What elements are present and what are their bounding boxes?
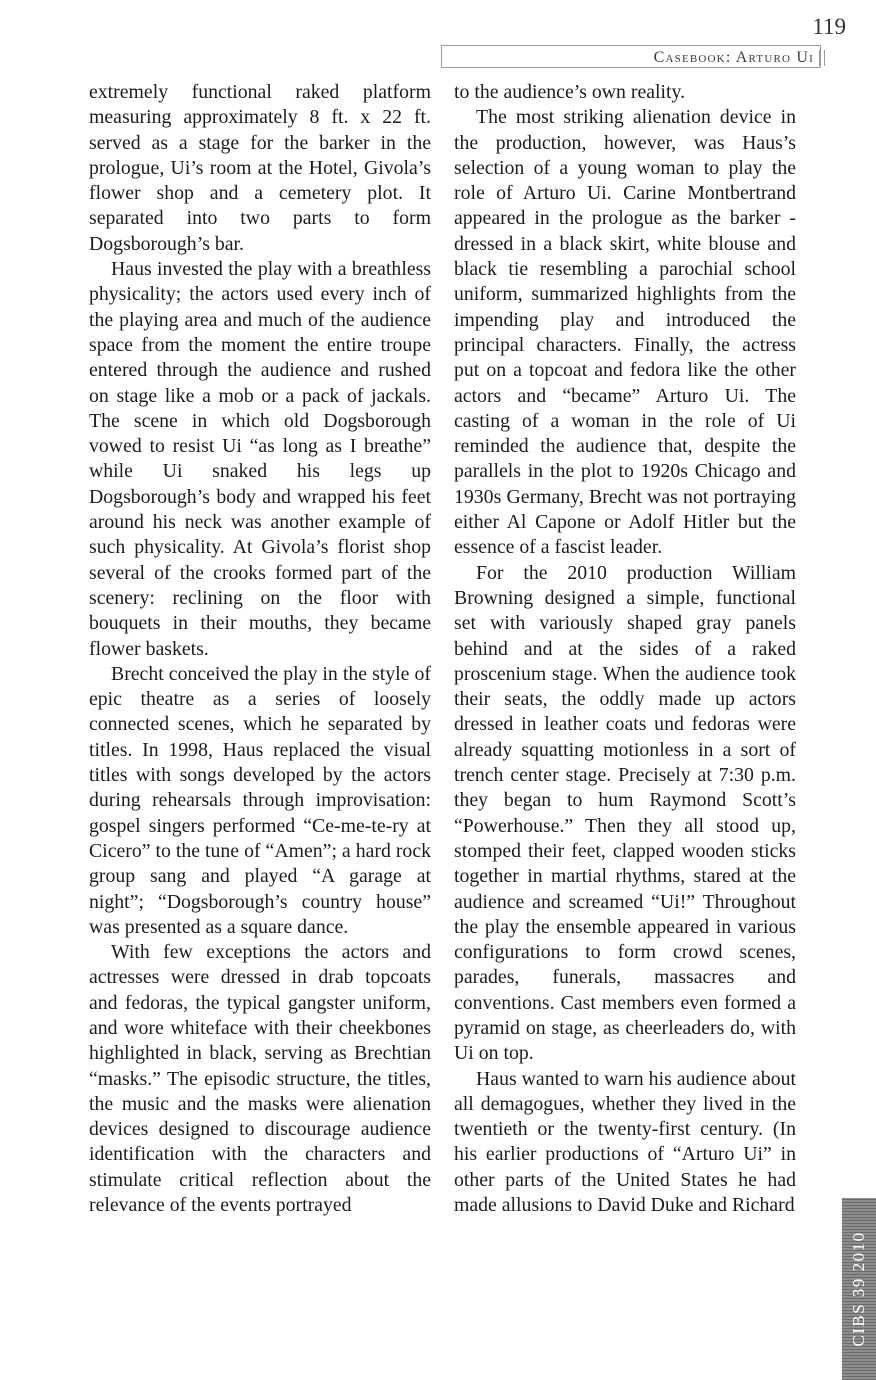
- left-paragraph-1: extremely functional raked platform measuring approximately 8 ft. x 22 ft. served as a stage for the barker in the prologue, Ui’s room at the Hotel, Givola’s flower shop and a cemetery plot. It separated into two parts to form Dogsborough’s bar.: [89, 81, 431, 255]
- page-number: 119: [812, 14, 846, 39]
- right-paragraph-2: The most striking alienation device in the production, however, was Haus’s selection of a young woman to play the role of Arturo Ui. Carine Montbertrand appeared in the prologue as the barker - dressed in a black skirt, white blouse and black tie resembling a parochial school uniform, summarized highlights from the impending play and introduced the principal characters. Finally, the actress put on a topcoat and fedora like the other actors and “became” Arturo Ui. The casting of a woman in the role of Ui reminded the audience that, despite the parallels in the plot to 1920s Chicago and 1930s Germany, Brecht was not portraying either Al Capone or Adolf Hitler but the essence of a fascist leader.: [454, 106, 796, 559]
- running-head-text: Casebook: Arturo Ui: [653, 49, 814, 66]
- right-paragraph-1: to the audience’s own reality.: [454, 81, 686, 103]
- running-head: [441, 45, 821, 68]
- right-column: [454, 80, 796, 1218]
- journal-side-tab: [842, 1198, 876, 1380]
- left-paragraph-3: Brecht conceived the play in the style of epic theatre as a series of loosely connected scenes, which he separated by titles. In 1998, Haus replaced the visual titles with songs developed by the actors during rehearsals through improvisation: gospel singers performed “Ce-me-te-ry at Cicero” to the tune of “Amen”; a hard rock group sang and played “A garage at night”; “Dogsborough’s country house” was presented as a square dance.: [89, 662, 431, 938]
- journal-side-tab-label: CIBS 39 2010: [849, 1231, 868, 1347]
- left-paragraph-2: Haus invested the play with a breathless physicality; the actors used every inch of the playing area and much of the audience space from the moment the entire troupe entered through the audience and rushed on stage like a mob or a pack of jackals. The scene in which old Dogsborough vowed to resist Ui “as long as I breathe” while Ui snaked his legs up Dogsborough’s body and wrapped his feet around his neck was another example of such physicality. At Givola’s florist shop several of the crooks formed part of the scenery: reclining on the floor with bouquets in their mouths, they became flower baskets.: [89, 258, 431, 660]
- running-head-rule: [819, 50, 825, 66]
- right-paragraph-4: Haus wanted to warn his audience about all demagogues, whether they lived in the twentieth or the twenty-first century. (In his earlier productions of “Arturo Ui” in other parts of the United States he had made allusions to David Duke and Richard: [454, 1067, 796, 1217]
- left-paragraph-4: With few exceptions the actors and actresses were dressed in drab topcoats and fedoras, the typical gangster uniform, and wore whiteface with their cheekbones highlighted in black, serving as Brechtian “masks.” The episodic structure, the titles, the music and the masks were alienation devices designed to discourage audience identification with the characters and stimulate critical reflection about the relevance of the events portrayed: [89, 941, 431, 1217]
- left-column: [89, 80, 431, 1218]
- right-paragraph-3: For the 2010 production William Browning designed a simple, functional set with variously shaped gray panels behind and at the sides of a raked proscenium stage. When the audience took their seats, the oddly made up actors dressed in leather coats und fedoras were already squatting motionless in a sort of trench center stage. Precisely at 7:30 p.m. they began to hum Raymond Scott’s “Powerhouse.” Then they all stood up, stomped their feet, clapped wooden sticks together in martial rhythms, stared at the audience and screamed “Ui!” Throughout the play the ensemble appeared in various configurations to form crowd scenes, parades, funerals, massacres and conventions. Cast members even formed a pyramid on stage, as cheerleaders do, with Ui on top.: [454, 561, 796, 1065]
